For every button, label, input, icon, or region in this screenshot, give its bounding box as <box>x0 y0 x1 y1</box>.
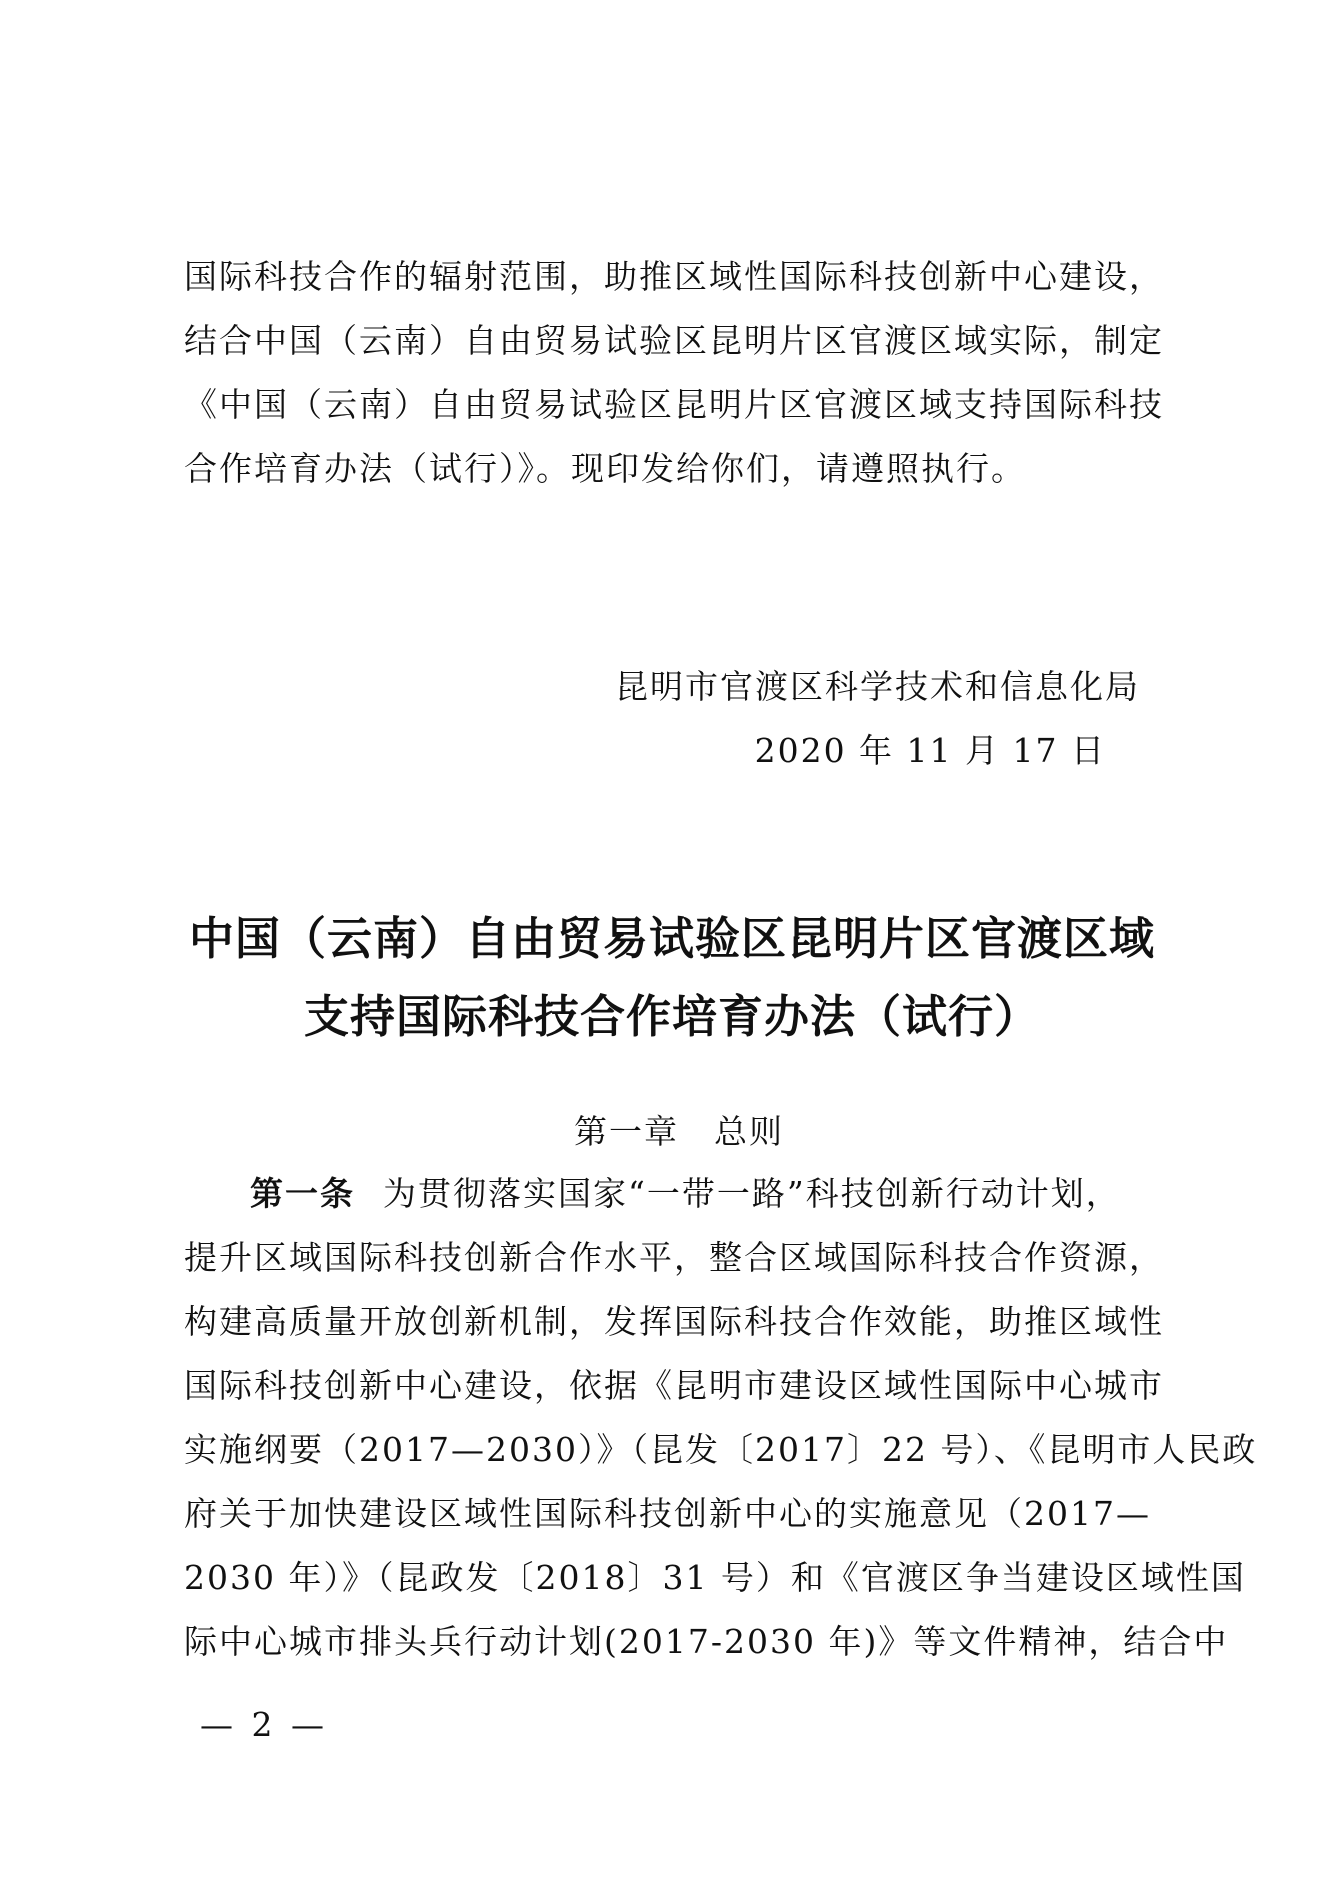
intro-line: 《中国（云南）自由贸易试验区昆明片区官渡区域支持国际科技 <box>184 385 1164 424</box>
article-line: 国际科技创新中心建设，依据《昆明市建设区域性国际中心城市 <box>184 1366 1164 1405</box>
document-title <box>150 900 1194 1056</box>
signature-block <box>600 655 1140 783</box>
article-line: 际中心城市排头兵行动计划(2017-2030 年)》等文件精神，结合中 <box>184 1622 1229 1661</box>
article-one <box>184 1162 1258 1674</box>
article-number: 第一条 <box>250 1174 355 1213</box>
article-line: 2030 年）》（昆政发〔2018〕31 号）和《官渡区争当建设区域性国 <box>184 1558 1246 1597</box>
title-line-2: 支持国际科技合作培育办法（试行） <box>303 990 1040 1043</box>
article-first-text: 为贯彻落实国家“一带一路”科技创新行动计划， <box>383 1174 1121 1213</box>
chapter-heading: 第一章 总则 <box>574 1112 784 1151</box>
intro-line: 结合中国（云南）自由贸易试验区昆明片区官渡区域实际，制定 <box>184 321 1164 360</box>
article-line: 实施纲要（2017—2030）》（昆发〔2017〕22 号）、《昆明市人民政 <box>184 1430 1258 1469</box>
signature-org: 昆明市官渡区科学技术和信息化局 <box>615 667 1140 706</box>
signature-date: 2020 年 11 月 17 日 <box>754 731 1106 770</box>
intro-paragraph <box>184 245 1174 501</box>
intro-line: 合作培育办法（试行）》。现印发给你们，请遵照执行。 <box>184 449 1026 488</box>
article-line: 府关于加快建设区域性国际科技创新中心的实施意见（2017— <box>184 1494 1151 1533</box>
article-line: 构建高质量开放创新机制，发挥国际科技合作效能，助推区域性 <box>184 1302 1164 1341</box>
intro-line: 国际科技合作的辐射范围，助推区域性国际科技创新中心建设， <box>184 257 1164 296</box>
title-line-1: 中国（云南）自由贸易试验区昆明片区官渡区域 <box>188 912 1155 965</box>
page-number: — 2 — <box>200 1705 328 1744</box>
article-line: 提升区域国际科技创新合作水平，整合区域国际科技合作资源， <box>184 1238 1164 1277</box>
article-first-line <box>184 1162 1174 1226</box>
